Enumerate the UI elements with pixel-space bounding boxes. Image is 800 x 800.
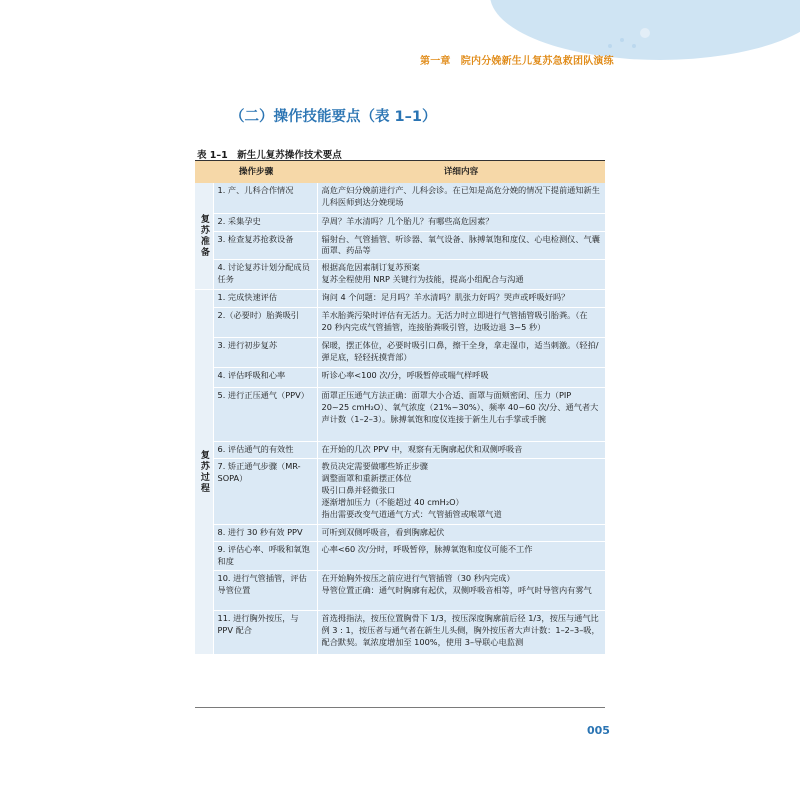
table-row [195,368,605,388]
table-row [195,290,605,308]
decoration-bubble [640,28,650,38]
step-cell: 1. 产、儿科合作情况 [213,183,317,213]
decoration-dot [632,44,636,48]
detail-cell: 高危产妇分娩前进行产、儿科会诊。在已知是高危分娩的情况下提前通知新生儿科医师到达分娩现场 [317,183,605,213]
table-row [195,308,605,338]
table-row [195,231,605,260]
table-row [195,525,605,542]
section-title: （二）操作技能要点（表 1–1） [230,109,437,125]
page-number: 005 [587,724,610,737]
step-cell: 2.（必要时）胎粪吸引 [213,308,317,338]
step-cell: 11. 进行胸外按压，与 PPV 配合 [213,610,317,654]
table-bottom-rule [195,707,605,708]
column-header-detail: 详细内容 [317,161,605,184]
step-cell: 3. 检查复苏抢救设备 [213,231,317,260]
step-cell: 4. 讨论复苏计划分配成员任务 [213,260,317,290]
table-container [195,160,605,655]
detail-cell: 保暖，摆正体位，必要时吸引口鼻，擦干全身，拿走湿巾，适当刺激。（轻拍/弹足底，轻轻抚摸背部） [317,338,605,368]
table-caption: 表 1–1 新生儿复苏操作技术要点 [197,150,342,161]
detail-cell: 在开始的几次 PPV 中，观察有无胸廓起伏和双侧呼吸音 [317,442,605,459]
table-row [195,338,605,368]
detail-cell: 在开始胸外按压之前应进行气管插管（30 秒内完成） 导管位置正确：通气时胸廓有起伏，双侧呼吸音相等，呼气时导管内有雾气 [317,570,605,610]
table-row [195,570,605,610]
table-row [195,542,605,571]
decoration-dot [620,38,624,42]
column-header-step: 操作步骤 [195,161,317,184]
detail-cell: 面罩正压通气方法正确：面罩大小合适、面罩与面颊密闭、压力（PIP 20~25 cmH₂O）、氧气浓度（21%~30%）、频率 40~60 次/分、通气者大声计数（1–2–3）。脉搏氧饱和度仪连接于新生儿右手掌或手腕 [317,388,605,442]
detail-cell: 孕周？羊水清吗？几个胎儿？有哪些高危因素？ [317,213,605,231]
detail-cell: 心率<60 次/分时，呼吸暂停，脉搏氧饱和度仪可能不工作 [317,542,605,571]
detail-cell: 羊水胎粪污染时评估有无活力。无活力时立即进行气管插管吸引胎粪。（在 20 秒内完成气管插管，连接胎粪吸引管，边吸边退 3~5 秒） [317,308,605,338]
detail-cell: 根据高危因素制订复苏预案 复苏全程使用 NRP 关键行为技能，提高小组配合与沟通 [317,260,605,290]
table-row [195,442,605,459]
phase-label: 复苏准备 [195,183,213,290]
table-row [195,610,605,654]
detail-cell: 可听到双侧呼吸音，看到胸廓起伏 [317,525,605,542]
detail-cell: 教员决定需要做哪些矫正步骤 调整面罩和重新摆正体位 吸引口鼻并轻微张口 逐渐增加压力（不能超过 40 cmH₂O） 指出需要改变气道通气方式：气管插管或喉罩气道 [317,459,605,525]
step-cell: 3. 进行初步复苏 [213,338,317,368]
phase-label: 复苏过程 [195,290,213,655]
procedure-table [195,160,606,655]
step-cell: 7. 矫正通气步骤（MR-SOPA） [213,459,317,525]
table-row [195,388,605,442]
table-body [195,183,605,654]
table-row [195,183,605,213]
detail-cell: 首选拇指法，按压位置胸骨下 1/3，按压深度胸廓前后径 1/3，按压与通气比例 3 : 1，按压者与通气者在新生儿头侧，胸外按压者大声计数：1–2–3–吸，配合默契。氧浓度增加至 100%，使用 3–导联心电监测 [317,610,605,654]
table-row [195,260,605,290]
step-cell: 10. 进行气管插管，评估导管位置 [213,570,317,610]
step-cell: 2. 采集孕史 [213,213,317,231]
step-cell: 4. 评估呼吸和心率 [213,368,317,388]
step-cell: 5. 进行正压通气（PPV） [213,388,317,442]
detail-cell: 听诊心率<100 次/分，呼吸暂停或喘气样呼吸 [317,368,605,388]
step-cell: 8. 进行 30 秒有效 PPV [213,525,317,542]
running-header: 第一章 院内分娩新生儿复苏急救团队演练 [420,56,614,67]
decoration-dot [608,44,612,48]
table-row [195,213,605,231]
table-row [195,459,605,525]
step-cell: 1. 完成快速评估 [213,290,317,308]
detail-cell: 询问 4 个问题：足月吗？羊水清吗？肌张力好吗？哭声或呼吸好吗？ [317,290,605,308]
step-cell: 6. 评估通气的有效性 [213,442,317,459]
table-header-row [195,161,605,184]
detail-cell: 辐射台、气管插管、听诊器、氧气设备、脉搏氧饱和度仪、心电检测仪、气囊面罩、药品等 [317,231,605,260]
step-cell: 9. 评估心率、呼吸和氧饱和度 [213,542,317,571]
